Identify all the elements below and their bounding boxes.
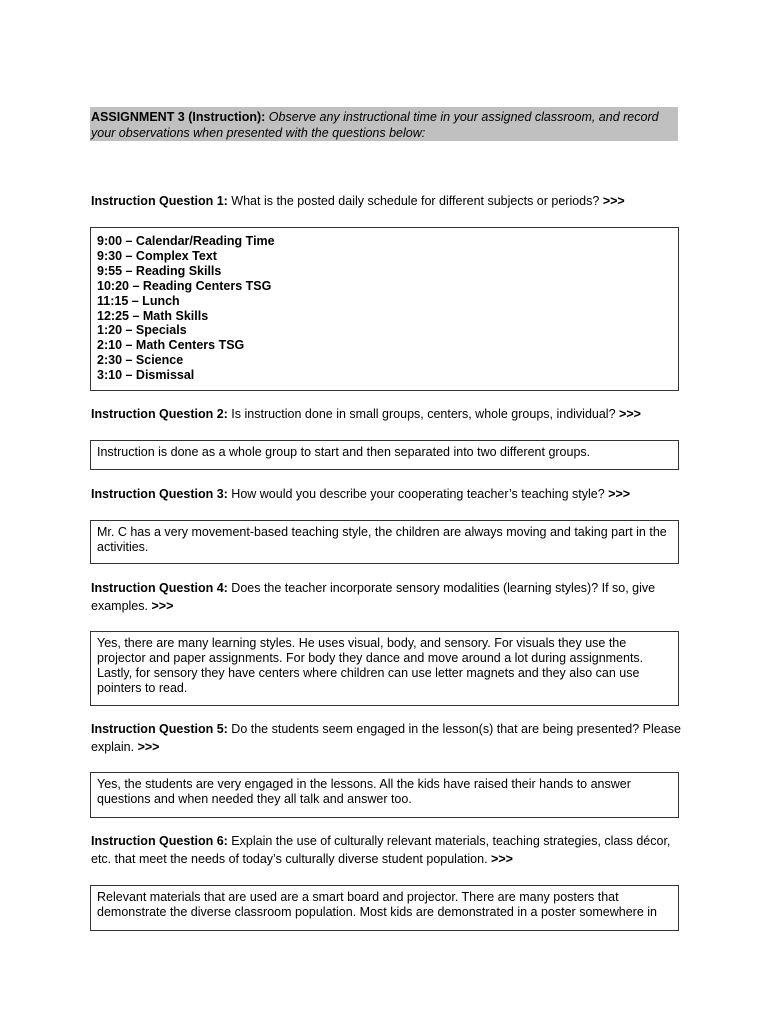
answer-text: Mr. C has a very movement-based teaching style, the children are always moving and taking part in the activities. [97,525,667,554]
question-label: Instruction Question 2: [91,407,228,421]
question-text: What is the posted daily schedule for different subjects or periods? [231,194,600,208]
assignment-header [90,107,678,141]
assignment-title: ASSIGNMENT 3 (Instruction): [91,110,266,124]
answer-box-3 [90,520,679,564]
answer-text: Yes, the students are very engaged in the lessons. All the kids have raised their hands to answer questions and when needed they all talk and answer too. [97,777,631,806]
question-1 [91,192,681,210]
question-2 [91,405,681,423]
question-text: Is instruction done in small groups, centers, whole groups, individual? [231,407,616,421]
question-label: Instruction Question 5: [91,722,228,736]
question-label: Instruction Question 4: [91,581,228,595]
answer-text: Instruction is done as a whole group to start and then separated into two different groups. [97,445,591,459]
answer-text: Relevant materials that are used are a smart board and projector. There are many posters that demonstrate the diverse classroom population. Most kids are demonstrated in a poster somewhere in [97,890,658,919]
question-label: Instruction Question 3: [91,487,228,501]
schedule-item: 3:10 – Dismissal [97,368,195,383]
question-5 [91,720,681,756]
arrow-marker: >>> [151,599,174,613]
assignment-instructions: Observe any instructional time in your assigned classroom, and record your observations when presented with the questions below: [91,110,659,140]
answer-box-4 [90,631,679,706]
schedule-item: 2:30 – Science [97,353,184,368]
question-label: Instruction Question 1: [91,194,228,208]
schedule-item: 9:30 – Complex Text [97,248,217,263]
answer-box-5 [90,772,679,818]
arrow-marker: >>> [608,487,631,501]
answer-box-schedule [90,227,679,391]
schedule-item: 9:55 – Reading Skills [97,263,222,278]
question-label: Instruction Question 6: [91,834,228,848]
question-text: Do the students seem engaged in the lesson(s) that are being presented? Please explain. [91,722,681,754]
schedule-item: 11:15 – Lunch [97,293,180,308]
arrow-marker: >>> [137,740,160,754]
question-6 [91,832,681,868]
question-text: Explain the use of culturally relevant materials, teaching strategies, class décor, etc. that meet the needs of today’s culturally diverse student population. [91,834,671,866]
schedule-item: 10:20 – Reading Centers TSG [97,278,272,293]
arrow-marker: >>> [619,407,641,421]
schedule-item: 9:00 – Calendar/Reading Time [97,234,275,248]
arrow-marker: >>> [602,194,625,208]
schedule-item: 2:10 – Math Centers TSG [97,338,245,353]
question-3 [91,485,681,503]
answer-box-6 [90,885,679,931]
question-text: Does the teacher incorporate sensory modalities (learning styles)? If so, give examples. [91,581,656,613]
schedule-item: 1:20 – Specials [97,323,187,338]
question-4 [91,579,681,615]
answer-text: Yes, there are many learning styles. He uses visual, body, and sensory. For visuals they use the projector and paper assignments. For body they dance and move around a lot during assignments. Lastly, for sensory they have centers where children can use letter magnets and they also can use pointers to read. [97,636,644,695]
question-text: How would you describe your cooperating teacher’s teaching style? [231,487,605,501]
schedule-item: 12:25 – Math Skills [97,308,209,323]
arrow-marker: >>> [491,852,513,866]
answer-box-2 [90,440,679,470]
